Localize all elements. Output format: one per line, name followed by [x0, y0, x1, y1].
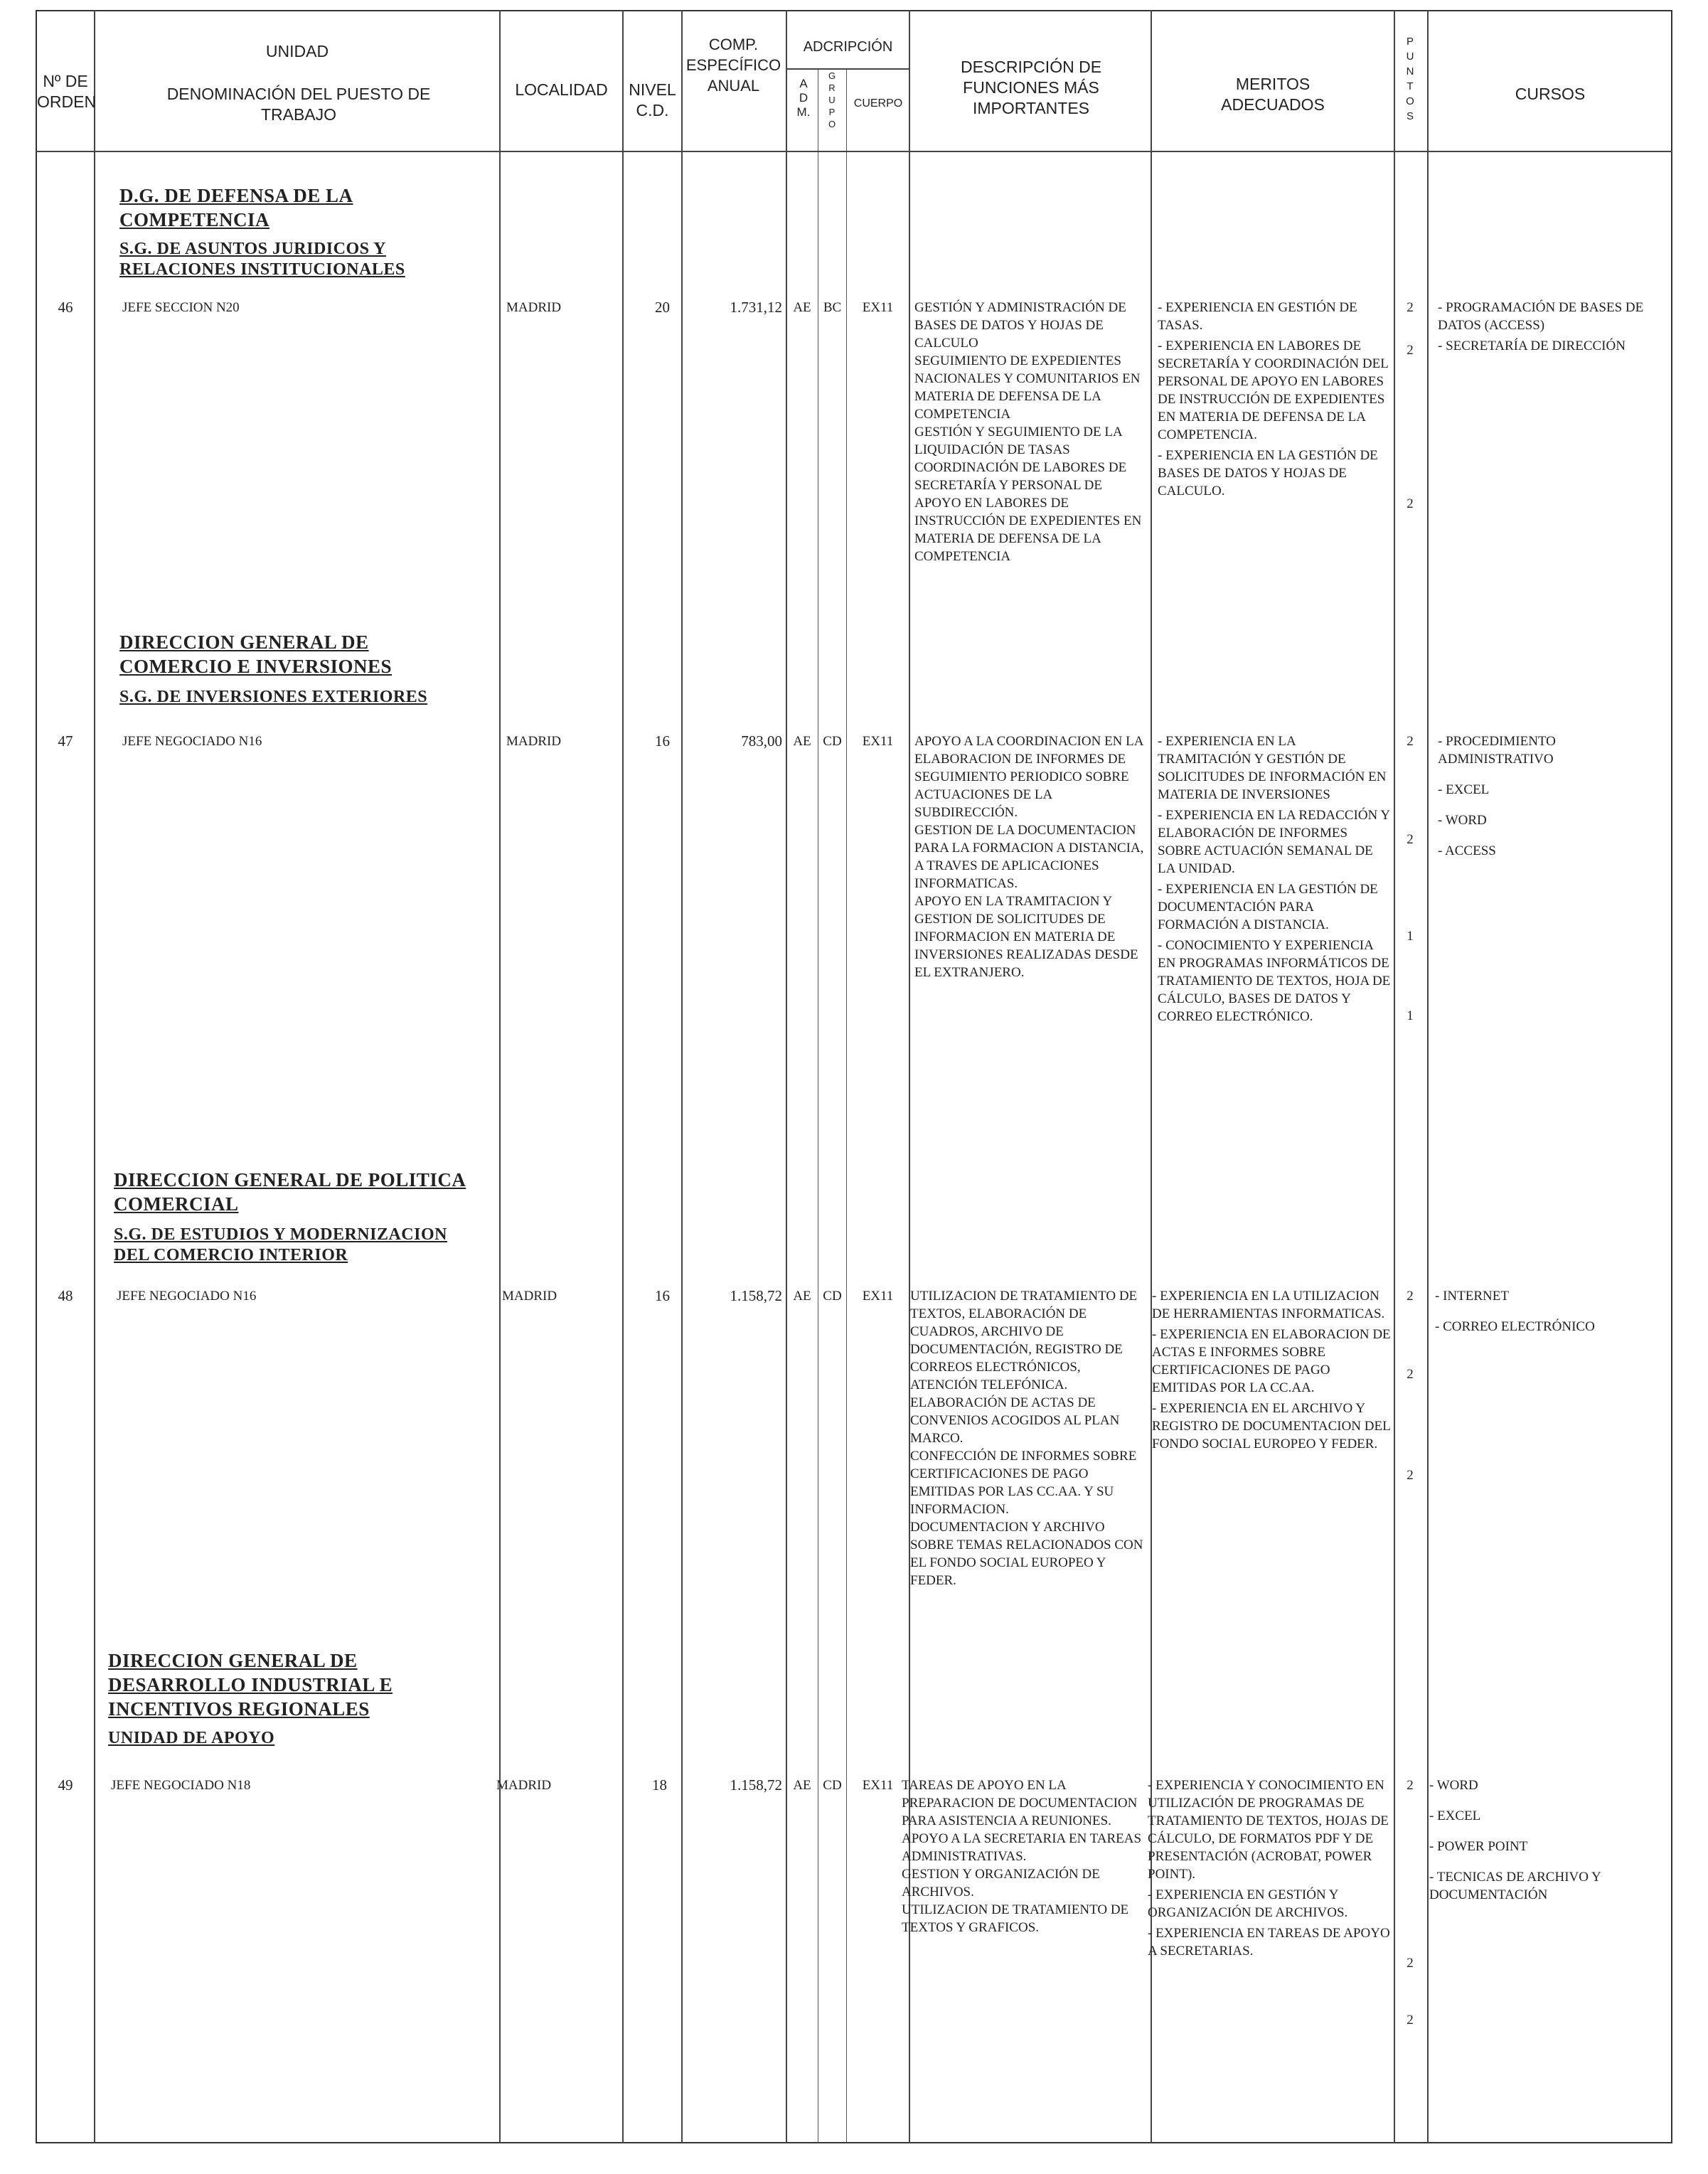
puntos-value: 2: [1407, 300, 1414, 315]
curso-item: - ACCESS: [1438, 843, 1496, 858]
col-divider: [786, 10, 787, 2143]
subunit-title: S.G. DE ESTUDIOS Y MODERNIZACION DEL COMERCIO INTERIOR: [114, 1225, 447, 1264]
header-cursos: CURSOS: [1515, 85, 1586, 103]
orden-cell: 48: [58, 1287, 73, 1304]
cuerpo-cell: EX11: [862, 300, 894, 315]
col-divider: [846, 68, 847, 2143]
header-cuerpo: CUERPO: [853, 97, 903, 110]
curso-item: - TECNICAS DE ARCHIVO Y DOCUMENTACIÓN: [1429, 1870, 1601, 1902]
curso-item: - EXCEL: [1438, 782, 1490, 797]
header-adscripcion: ADCRIPCIÓN: [803, 39, 893, 55]
orden-cell: 49: [58, 1776, 73, 1794]
puntos-value: 2: [1407, 1956, 1414, 1971]
curso-item: - POWER POINT: [1429, 1839, 1528, 1854]
puntos-value: 2: [1407, 734, 1414, 749]
puntos-value: 2: [1407, 2013, 1414, 2028]
puntos-value: 1: [1407, 929, 1414, 944]
curso-item: - CORREO ELECTRÓNICO: [1435, 1319, 1595, 1334]
curso-item: - EXCEL: [1429, 1808, 1481, 1823]
col-divider: [94, 10, 95, 2143]
puntos-value: 2: [1407, 1778, 1414, 1793]
merito-item: - CONOCIMIENTO Y EXPERIENCIA EN PROGRAMAS INFORMÁTICOS DE TRATAMIENTO DE TEXTOS, HOJA DE CÁLCULO, BASES DE DATOS Y CORREO ELECTRÓNICO.: [1158, 938, 1391, 1024]
col-divider: [1427, 10, 1429, 2143]
puesto-cell: JEFE NEGOCIADO N18: [111, 1778, 251, 1793]
cursos-cell: [1438, 732, 1669, 863]
header-nivel: NIVEL C.D.: [629, 80, 676, 119]
adm-cell: AE: [793, 734, 811, 749]
nivel-cell: 20: [655, 299, 670, 316]
meritos-cell: [1158, 299, 1391, 503]
puntos-value: 2: [1407, 343, 1414, 358]
merito-item: - EXPERIENCIA EN TAREAS DE APOYO A SECRETARIAS.: [1148, 1926, 1390, 1959]
header-descripcion: DESCRIPCIÓN DE FUNCIONES MÁS IMPORTANTES: [960, 58, 1102, 117]
localidad-cell: MADRID: [506, 300, 562, 315]
grupo-cell: CD: [823, 1778, 842, 1793]
grupo-cell: BC: [823, 300, 842, 315]
col-divider: [1394, 10, 1395, 2143]
unit-title: D.G. DE DEFENSA DE LA COMPETENCIA: [119, 185, 353, 230]
subunit-title: S.G. DE ASUNTOS JURIDICOS Y RELACIONES INSTITUCIONALES: [119, 240, 405, 279]
puntos-value: 2: [1407, 496, 1414, 511]
merito-item: - EXPERIENCIA Y CONOCIMIENTO EN UTILIZACIÓN DE PROGRAMAS DE TRATAMIENTO DE TEXTOS, HOJAS DE CÁLCULO, DE FORMATOS PDF Y DE PRESENTACIÓN (ACROBAT, POWER POINT).: [1148, 1778, 1389, 1882]
merito-item: - EXPERIENCIA EN GESTIÓN Y ORGANIZACIÓN DE ARCHIVOS.: [1148, 1887, 1348, 1920]
subunit-title: UNIDAD DE APOYO: [108, 1729, 275, 1747]
header-comp: COMP. ESPECÍFICO ANUAL: [685, 36, 781, 95]
puesto-cell: JEFE NEGOCIADO N16: [122, 734, 262, 749]
curso-item: - SECRETARÍA DE DIRECCIÓN: [1438, 339, 1626, 353]
unit-title: DIRECCION GENERAL DE POLITICA COMERCIAL: [114, 1169, 466, 1215]
header-denominacion: DENOMINACIÓN DEL PUESTO DE TRABAJO: [166, 85, 431, 124]
cursos-cell: [1429, 1776, 1670, 1907]
nivel-cell: 16: [655, 1287, 670, 1304]
descripcion-cell: TAREAS DE APOYO EN LA PREPARACION DE DOCUMENTACION PARA ASISTENCIA A REUNIONES. APOYO A LA SECRETARIA EN TAREAS ADMINISTRATIVAS. GESTION Y ORGANIZACIÓN DE ARCHIVOS. UTILIZACION DE TRATAMIENTO DE TEXTOS Y GRAFICOS.: [902, 1778, 1142, 1935]
merito-item: - EXPERIENCIA EN LA UTILIZACION DE HERRAMIENTAS INFORMATICAS.: [1152, 1289, 1385, 1321]
curso-item: - WORD: [1438, 813, 1487, 828]
header-unidad: UNIDAD: [265, 42, 329, 60]
header-localidad: LOCALIDAD: [515, 80, 608, 99]
header-adm: A D M.: [796, 77, 811, 119]
grupo-cell: CD: [823, 734, 842, 749]
adscripcion-line: [786, 68, 909, 70]
cursos-cell: [1435, 1287, 1670, 1338]
header-grupo: G R U P O: [828, 70, 836, 129]
localidad-cell: MADRID: [506, 734, 562, 749]
comp-cell: 783,00: [741, 732, 782, 750]
curso-item: - PROCEDIMIENTO ADMINISTRATIVO: [1438, 734, 1556, 767]
orden-cell: 46: [58, 299, 73, 316]
puntos-value: 2: [1407, 1468, 1414, 1483]
merito-item: - EXPERIENCIA EN LABORES DE SECRETARÍA Y COORDINACIÓN DEL PERSONAL DE APOYO EN LABORES DE INSTRUCCIÓN DE EXPEDIENTES EN MATERIA DE DEFENSA DE LA COMPETENCIA.: [1158, 339, 1389, 442]
meritos-cell: [1148, 1776, 1391, 1963]
header-puntos: P U N T O S: [1406, 36, 1414, 122]
merito-item: - EXPERIENCIA EN LA GESTIÓN DE DOCUMENTACIÓN PARA FORMACIÓN A DISTANCIA.: [1158, 882, 1378, 932]
puesto-cell: JEFE NEGOCIADO N16: [117, 1289, 257, 1304]
adm-cell: AE: [793, 300, 811, 315]
localidad-cell: MADRID: [502, 1289, 557, 1304]
descripcion-cell: GESTIÓN Y ADMINISTRACIÓN DE BASES DE DATOS Y HOJAS DE CALCULO SEGUIMIENTO DE EXPEDIENTES NACIONALES Y COMUNITARIOS EN MATERIA DE DEFENSA DE LA COMPETENCIA GESTIÓN Y SEGUIMIENTO DE LA LIQUIDACIÓN DE TASAS COORDINACIÓN DE LABORES DE SECRETARÍA Y PERSONAL DE APOYO EN LABORES DE INSTRUCCIÓN DE EXPEDIENTES EN MATERIA DE DEFENSA DE LA COMPETENCIA: [914, 300, 1142, 564]
merito-item: - EXPERIENCIA EN ELABORACION DE ACTAS E INFORMES SOBRE CERTIFICACIONES DE PAGO EMITIDAS POR LA CC.AA.: [1152, 1327, 1391, 1395]
header-orden: Nº DE ORDEN: [37, 72, 97, 111]
comp-cell: 1.731,12: [730, 299, 782, 316]
puntos-value: 1: [1407, 1008, 1414, 1023]
comp-cell: 1.158,72: [730, 1287, 782, 1304]
adm-cell: AE: [793, 1289, 811, 1304]
puesto-cell: JEFE SECCION N20: [122, 300, 240, 315]
cuerpo-cell: EX11: [862, 1778, 894, 1793]
descripcion-cell: APOYO A LA COORDINACION EN LA ELABORACION DE INFORMES DE SEGUIMIENTO PERIODICO SOBRE ACTUACIONES DE LA SUBDIRECCIÓN. GESTION DE LA DOCUMENTACION PARA LA FORMACION A DISTANCIA, A TRAVES DE APLICACIONES INFORMATICAS. APOYO EN LA TRAMITACION Y GESTION DE SOLICITUDES DE INFORMACION EN MATERIA DE INVERSIONES REALIZADAS DESDE EL EXTRANJERO.: [914, 734, 1144, 980]
merito-item: - EXPERIENCIA EN LA GESTIÓN DE BASES DE DATOS Y HOJAS DE CALCULO.: [1158, 448, 1378, 499]
unit-title: DIRECCION GENERAL DE COMERCIO E INVERSIONES: [119, 632, 393, 677]
nivel-cell: 18: [652, 1776, 667, 1794]
col-divider: [681, 10, 683, 2143]
cursos-cell: [1438, 299, 1669, 358]
meritos-cell: [1158, 732, 1391, 1028]
cuerpo-cell: EX11: [862, 734, 894, 749]
col-divider: [499, 10, 501, 2143]
subunit-title: S.G. DE INVERSIONES EXTERIORES: [119, 688, 428, 706]
localidad-cell: MADRID: [496, 1778, 552, 1793]
merito-item: - EXPERIENCIA EN LA REDACCIÓN Y ELABORACIÓN DE INFORMES SOBRE ACTUACIÓN SEMANAL DE LA UNIDAD.: [1158, 808, 1390, 876]
puntos-value: 2: [1407, 1289, 1414, 1304]
curso-item: - PROGRAMACIÓN DE BASES DE DATOS (ACCESS): [1438, 300, 1644, 333]
curso-item: - WORD: [1429, 1778, 1478, 1793]
comp-cell: 1.158,72: [730, 1776, 782, 1794]
header-bottom-line: [36, 151, 1672, 152]
nivel-cell: 16: [655, 732, 670, 750]
merito-item: - EXPERIENCIA EN GESTIÓN DE TASAS.: [1158, 300, 1357, 333]
cuerpo-cell: EX11: [862, 1289, 894, 1304]
merito-item: - EXPERIENCIA EN LA TRAMITACIÓN Y GESTIÓN DE SOLICITUDES DE INFORMACIÓN EN MATERIA DE INVERSIONES: [1158, 734, 1387, 802]
descripcion-cell: UTILIZACION DE TRATAMIENTO DE TEXTOS, ELABORACIÓN DE CUADROS, ARCHIVO DE DOCUMENTACIÓN, REGISTRO DE CORREOS ELECTRÓNICOS, ATENCIÓN TELEFÓNICA. ELABORACIÓN DE ACTAS DE CONVENIOS ACOGIDOS AL PLAN MARCO. CONFECCIÓN DE INFORMES SOBRE CERTIFICACIONES DE PAGO EMITIDAS POR LAS CC.AA. Y SU INFORMACION. DOCUMENTACION Y ARCHIVO SOBRE TEMAS RELACIONADOS CON EL FONDO SOCIAL EUROPEO Y FEDER.: [910, 1289, 1143, 1588]
unit-title: DIRECCION GENERAL DE DESARROLLO INDUSTRIAL E INCENTIVOS REGIONALES: [108, 1650, 393, 1720]
puntos-value: 2: [1407, 1367, 1414, 1382]
col-divider: [622, 10, 624, 2143]
adm-cell: AE: [793, 1778, 811, 1793]
header-meritos: MERITOS ADECUADOS: [1221, 75, 1325, 114]
merito-item: - EXPERIENCIA EN EL ARCHIVO Y REGISTRO DE DOCUMENTACION DEL FONDO SOCIAL EUROPEO Y FEDER.: [1152, 1401, 1391, 1451]
meritos-cell: [1152, 1287, 1391, 1456]
orden-cell: 47: [58, 732, 73, 750]
puntos-value: 2: [1407, 832, 1414, 847]
curso-item: - INTERNET: [1435, 1289, 1509, 1304]
grupo-cell: CD: [823, 1289, 842, 1304]
